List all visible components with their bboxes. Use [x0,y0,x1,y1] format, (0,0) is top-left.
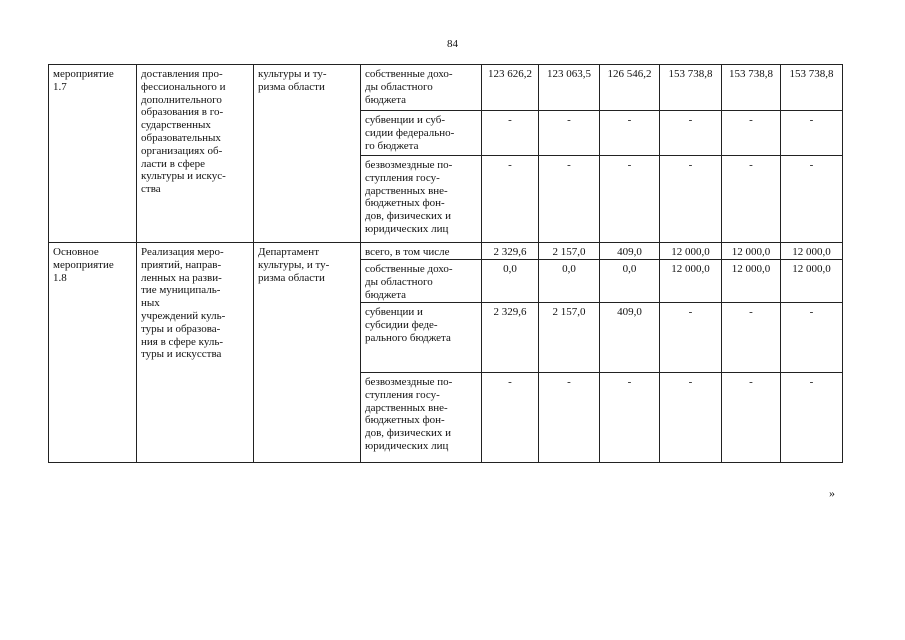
cell-text-line: ства [141,183,161,196]
cell-text-line: культуры, и ту- [258,258,330,271]
cell-text-line: 1.7 [53,80,67,93]
cell-text-line: Департамент [258,246,320,258]
table-cell [539,373,600,463]
cell-text-line: ных [141,297,160,310]
table-cell [722,65,781,111]
table-cell [660,260,722,303]
cell-text-line: собственные дохо- [365,263,453,275]
cell-text-line: ния в сфере куль- [141,335,224,348]
table-cell [539,260,600,303]
cell-text-line: организациях об- [141,144,223,157]
cell-text-line: 12 000,0 [731,246,771,258]
table-cell [361,243,482,260]
cell-text-line: 2 329,6 [493,306,527,318]
cell-text-line: - [688,114,693,126]
cell-text-line: бюджетных фон- [365,197,445,210]
cell-text-line: фессионального и [141,80,226,93]
table-cell [781,303,843,373]
table-cell [600,243,660,260]
cell-text-line: - [749,306,753,318]
table-cell [49,65,137,243]
cell-text-line: 1.8 [53,271,67,284]
cell-text-line: дарственных вне- [365,401,448,414]
cell-text-line: 0,0 [622,263,637,275]
table-cell [539,303,600,373]
table-cell [539,243,600,260]
cell-text-line: туры и искусства [141,348,222,361]
table-cell [482,156,539,243]
table-cell [600,373,660,463]
page-number: 84 [447,38,458,50]
cell-text-line: ласти в сфере [141,157,206,170]
cell-text-line: бюджета [365,93,407,106]
table-cell [781,156,843,243]
cell-text-line: субвенции и [365,306,423,318]
table-cell [361,260,482,303]
cell-text-line: 0,0 [562,263,576,275]
cell-text-line: - [809,306,814,318]
table-cell [482,373,539,463]
cell-text-line: бюджета [365,288,407,301]
table-cell [600,156,660,243]
cell-text-line: го бюджета [365,139,419,152]
table-cell [600,111,660,156]
table-cell [722,260,781,303]
table-cell [361,373,482,463]
table-cell [660,111,722,156]
cell-text-line: дов, физических и [365,427,451,440]
cell-text-line: 126 546,2 [607,68,652,80]
table-cell [600,303,660,373]
cell-text-line: мероприятие [53,68,114,80]
table-cell [781,111,843,156]
cell-text-line: - [567,159,571,171]
cell-text-line: дов, физических и [365,210,451,223]
table-cell [722,303,781,373]
cell-text-line: ды областного [365,80,433,93]
cell-text-line: 123 063,5 [547,68,591,80]
table-row [49,65,843,111]
cell-text-line: субсидии феде- [365,318,438,331]
table-cell [722,156,781,243]
cell-text-line: всего, в том числе [365,246,450,258]
cell-text-line: 12 000,0 [731,263,771,275]
cell-text-line: дополнительного [141,93,222,106]
table-cell [539,65,600,111]
table-cell [600,260,660,303]
cell-text-line: 2 157,0 [552,246,586,258]
cell-text-line: 0,0 [503,263,517,275]
cell-text-line: - [627,159,632,171]
cell-text-line: - [627,114,632,126]
cell-text-line: 12 000,0 [671,246,710,258]
cell-text-line: - [749,159,753,171]
cell-text-line: ризма области [258,80,325,93]
table-cell [539,156,600,243]
cell-text-line: бюджетных фон- [365,414,445,427]
cell-text-line: 12 000,0 [792,263,831,275]
cell-text-line: культуры и искус- [141,170,226,183]
table-cell [482,111,539,156]
cell-text-line: - [749,114,753,126]
cell-text-line: ступления госу- [365,388,440,401]
cell-text-line: 153 738,8 [789,68,834,80]
table-cell [49,243,137,463]
table-body [49,65,843,463]
table-cell [781,243,843,260]
cell-text-line: образования в го- [141,106,224,119]
table-cell [137,65,254,243]
cell-text-line: 409,0 [617,246,642,258]
cell-text-line: субвенции и суб- [365,114,445,126]
table-cell [361,303,482,373]
budget-table [48,64,843,463]
cell-text-line: сударственных [141,119,211,132]
cell-text-line: - [688,376,693,388]
table-cell [482,260,539,303]
table-cell [361,111,482,156]
table-cell [660,156,722,243]
cell-text-line: доставления про- [141,68,223,80]
cell-text-line: Основное [53,246,99,258]
cell-text-line: - [508,376,512,388]
continuation-mark: » [829,486,835,500]
table-cell [254,243,361,463]
table-cell [482,65,539,111]
cell-text-line: - [688,159,693,171]
cell-text-line: 12 000,0 [671,263,710,275]
table-cell [600,65,660,111]
table-cell [722,373,781,463]
cell-text-line: - [688,306,693,318]
cell-text-line: безвозмездные по- [365,376,453,388]
table-cell [781,260,843,303]
cell-text-line: 2 157,0 [552,306,586,318]
cell-text-line: образовательных [141,131,221,144]
table-cell [781,65,843,111]
table-cell [482,303,539,373]
cell-text-line: 153 738,8 [729,68,773,80]
cell-text-line: приятий, направ- [141,258,222,271]
cell-text-line: безвозмездные по- [365,159,453,171]
cell-text-line: собственные дохо- [365,68,453,80]
cell-text-line: 409,0 [617,306,642,318]
cell-text-line: - [809,159,814,171]
cell-text-line: сидии федерально- [365,126,455,139]
table-cell [660,303,722,373]
cell-text-line: дарственных вне- [365,184,448,197]
cell-text-line: 2 329,6 [493,246,527,258]
table-cell [137,243,254,463]
table-cell [539,111,600,156]
cell-text-line: рального бюджета [365,331,451,344]
cell-text-line: юридических лиц [365,222,449,235]
cell-text-line: мероприятие [53,258,114,271]
cell-text-line: культуры и ту- [258,68,327,80]
cell-text-line: - [567,114,571,126]
table-cell [254,65,361,243]
table-cell [722,243,781,260]
table-row [49,243,843,260]
table-cell [722,111,781,156]
cell-text-line: ды областного [365,275,433,288]
table-cell [660,243,722,260]
cell-text-line: Реализация меро- [141,246,224,258]
cell-text-line: 12 000,0 [792,246,831,258]
cell-text-line: 123 626,2 [488,68,532,80]
cell-text-line: тие муниципаль- [141,284,221,297]
table-cell [781,373,843,463]
cell-text-line: ступления госу- [365,171,440,184]
cell-text-line: ленных на разви- [141,271,222,284]
cell-text-line: - [508,114,512,126]
cell-text-line: - [567,376,571,388]
cell-text-line: - [809,114,814,126]
table-cell [361,65,482,111]
cell-text-line: - [809,376,814,388]
table-cell [361,156,482,243]
table-cell [482,243,539,260]
cell-text-line: - [749,376,753,388]
cell-text-line: юридических лиц [365,439,449,452]
cell-text-line: учреждений куль- [141,309,226,322]
cell-text-line: - [508,159,512,171]
table-cell [660,65,722,111]
table-cell [660,373,722,463]
cell-text-line: 153 738,8 [668,68,713,80]
cell-text-line: туры и образова- [141,322,221,335]
cell-text-line: ризма области [258,271,325,284]
cell-text-line: - [627,376,632,388]
